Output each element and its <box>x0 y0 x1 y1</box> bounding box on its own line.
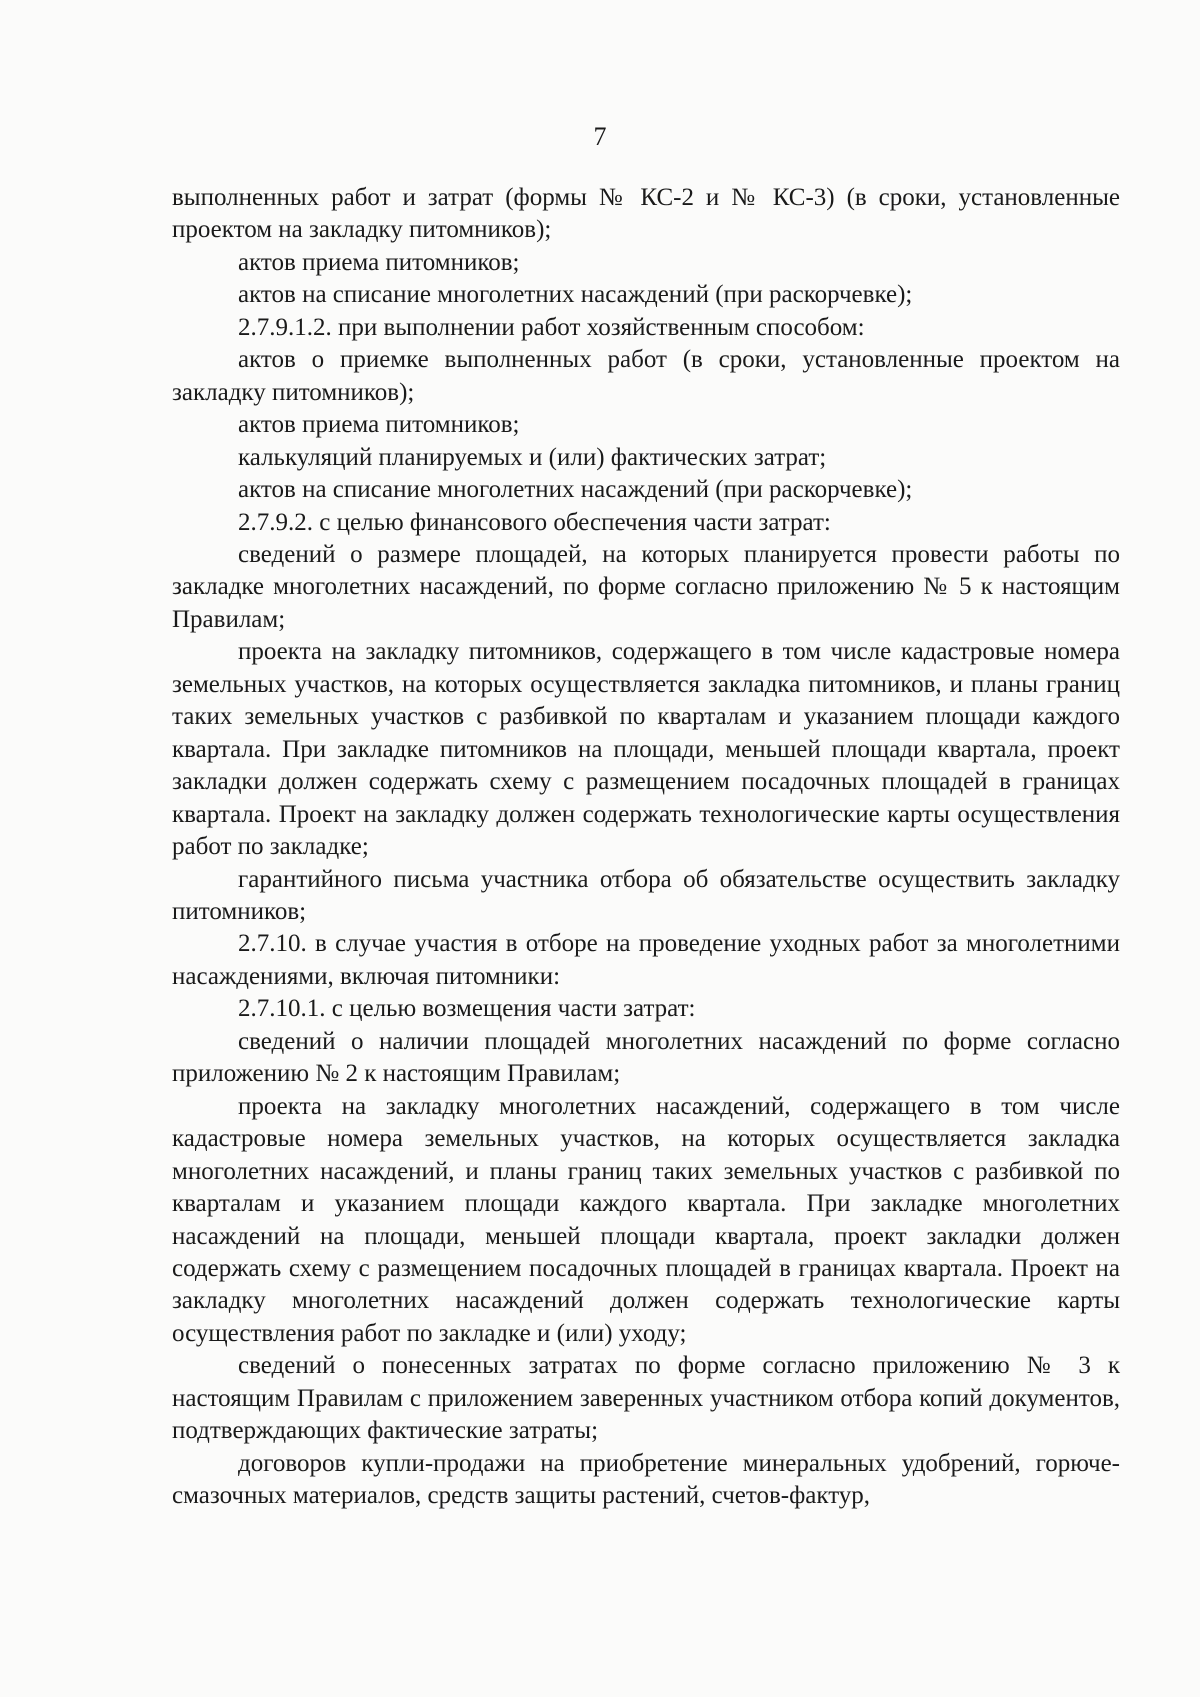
paragraph: сведений о понесенных затратах по форме согласно приложению № 3 к настоящим Правилам с приложением заверенных участником отбора копий документов, подтверждающих фактические затраты; <box>172 1352 1120 1445</box>
paragraph: гарантийного письма участника отбора об обязательстве осуществить закладку питомников; <box>172 865 1120 925</box>
paragraph: проекта на закладку питомников, содержащего в том числе кадастровые номера земельных участков, на которых осуществляется закладка питомников, и планы границ таких земельных участков с разбивкой по кварталам и указанием площади каждого квартала. При закладке питомников на площади, меньшей площади квартала, проект закладки должен содержать схему с размещением посадочных площадей в границах квартала. Проект на закладку должен содержать технологические карты осуществления работ по закладке; <box>172 638 1120 861</box>
paragraph: 2.7.10. в случае участия в отборе на проведение уходных работ за многолетними насаждениями, включая питомники: <box>172 930 1120 990</box>
paragraph: актов о приемке выполненных работ (в сроки, установленные проектом на закладку питомников); <box>172 346 1120 406</box>
paragraph: договоров купли-продажи на приобретение минеральных удобрений, горюче-смазочных материалов, средств защиты растений, счетов-фактур, <box>172 1449 1120 1510</box>
paragraph: актов на списание многолетних насаждений (при раскорчевке); <box>238 281 913 309</box>
paragraph: сведений о размере площадей, на которых планируется провести работы по закладке многолетних насаждений, по форме согласно приложению № 5 к настоящим Правилам; <box>172 540 1120 633</box>
paragraph: актов приема питомников; <box>238 248 520 276</box>
document-body <box>172 182 1120 1513</box>
page-number: 7 <box>593 122 607 151</box>
paragraph: 2.7.10.1. с целью возмещения части затрат: <box>238 995 696 1023</box>
paragraph: 2.7.9.2. с целью финансового обеспечения части затрат: <box>238 508 831 536</box>
paragraph: актов на списание многолетних насаждений (при раскорчевке); <box>238 476 913 504</box>
paragraph: калькуляций планируемых и (или) фактических затрат; <box>238 443 827 471</box>
paragraph: выполненных работ и затрат (формы № КС-2 и № КС-3) (в сроки, установленные проектом на закладку питомников); <box>172 184 1120 244</box>
paragraph: проекта на закладку многолетних насаждений, содержащего в том числе кадастровые номера земельных участков, на которых осуществляется закладка многолетних насаждений, и планы границ таких земельных участков с разбивкой по кварталам и указанием площади каждого квартала. При закладке многолетних насаждений на площади, меньшей площади квартала, проект закладки должен содержать схему с размещением посадочных площадей в границах квартала. Проект на закладку многолетних насаждений должен содержать технологические карты осуществления работ по закладке и (или) уходу; <box>172 1092 1120 1347</box>
paragraph: 2.7.9.1.2. при выполнении работ хозяйственным способом: <box>238 313 865 341</box>
paragraph: актов приема питомников; <box>238 411 520 439</box>
paragraph: сведений о наличии площадей многолетних насаждений по форме согласно приложению № 2 к настоящим Правилам; <box>172 1027 1120 1088</box>
